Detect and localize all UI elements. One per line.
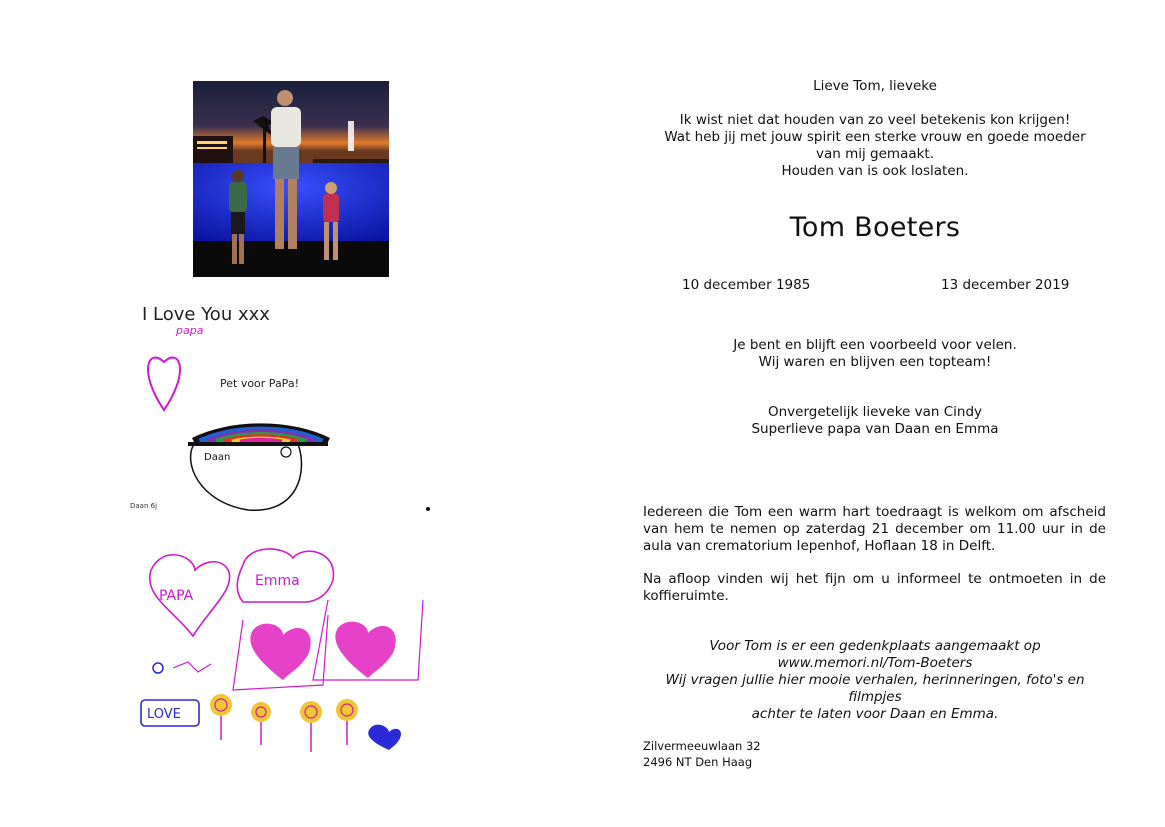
flower-3 (300, 701, 322, 752)
address-block (643, 738, 761, 770)
flower-1 (210, 694, 232, 740)
farewell-paragraph: Iedereen die Tom een warm hart toedraagt is welkom om afscheid van hem te nemen op zaterdag 21 december om 11.00 uur in de aula van crematorium Iepenhof, Hoflaan 18 in Delft. (643, 504, 1106, 554)
pink-heart-shape (148, 358, 180, 410)
memori-link[interactable]: www.memori.nl/Tom-Boeters (777, 655, 973, 671)
intro-line: van mij gemaakt. (815, 146, 935, 162)
family-photo-image (193, 81, 389, 277)
child-drawing-rainbow (128, 292, 454, 520)
quote-block (640, 337, 1110, 371)
memori-line: Wij vragen jullie hier mooie verhalen, herinneringen, foto's en filmpjes (665, 672, 1085, 705)
intro-line: Houden van is ook loslaten. (781, 163, 969, 179)
drawing2-label-love: LOVE (147, 707, 181, 722)
family-line: Superlieve papa van Daan en Emma (751, 421, 999, 437)
hearts-drawing-image (133, 540, 448, 767)
drawing1-name-tag: Daan (204, 452, 231, 463)
memori-line: achter te laten voor Daan en Emma. (751, 706, 999, 722)
drawing1-corner: Daan 6j (130, 502, 158, 510)
filled-heart-2 (335, 622, 395, 678)
drawing2-label-papa: PAPA (159, 588, 194, 604)
address-city: 2496 NT Den Haag (643, 755, 753, 769)
flower-4 (336, 699, 358, 745)
family-line: Onvergetelijk lieveke van Cindy (767, 404, 983, 420)
family-block (640, 404, 1110, 438)
hat-brim-shape (188, 442, 328, 446)
memori-line: Voor Tom is er een gedenkplaats aangemaakt op (709, 638, 1041, 654)
quote-line: Wij waren en blijven een topteam! (758, 354, 992, 370)
drawing1-sub: papa (176, 324, 204, 337)
drawing1-heading: I Love You xxx (142, 304, 270, 325)
child-drawing-hearts (133, 540, 448, 767)
blue-heart-shape (368, 725, 401, 750)
flower-2 (251, 702, 271, 745)
memori-block (640, 638, 1110, 723)
drawing1-caption: Pet voor PaPa! (220, 377, 299, 390)
quote-line: Je bent en blijft een voorbeeld voor velen. (733, 337, 1017, 353)
intro-block (640, 78, 1110, 180)
deceased-name: Tom Boeters (789, 212, 961, 243)
drawing2-label-emma: Emma (255, 573, 300, 589)
rainbow-drawing-image (128, 292, 454, 520)
family-photo (193, 81, 389, 277)
address-street: Zilvermeeuwlaan 32 (643, 739, 761, 753)
birth-date: 10 december 1985 (682, 277, 811, 293)
filled-heart-1 (250, 624, 310, 680)
after-paragraph: Na afloop vinden wij het fijn om u informeel te ontmoeten in de koffieruimte. (643, 571, 1106, 604)
intro-line: Wat heb jij met jouw spirit een sterke vrouw en goede moeder (664, 129, 1086, 145)
intro-line: Ik wist niet dat houden van zo veel betekenis kon krijgen! (679, 112, 1071, 128)
greeting: Lieve Tom, lieveke (813, 78, 937, 94)
death-date: 13 december 2019 (941, 277, 1070, 293)
